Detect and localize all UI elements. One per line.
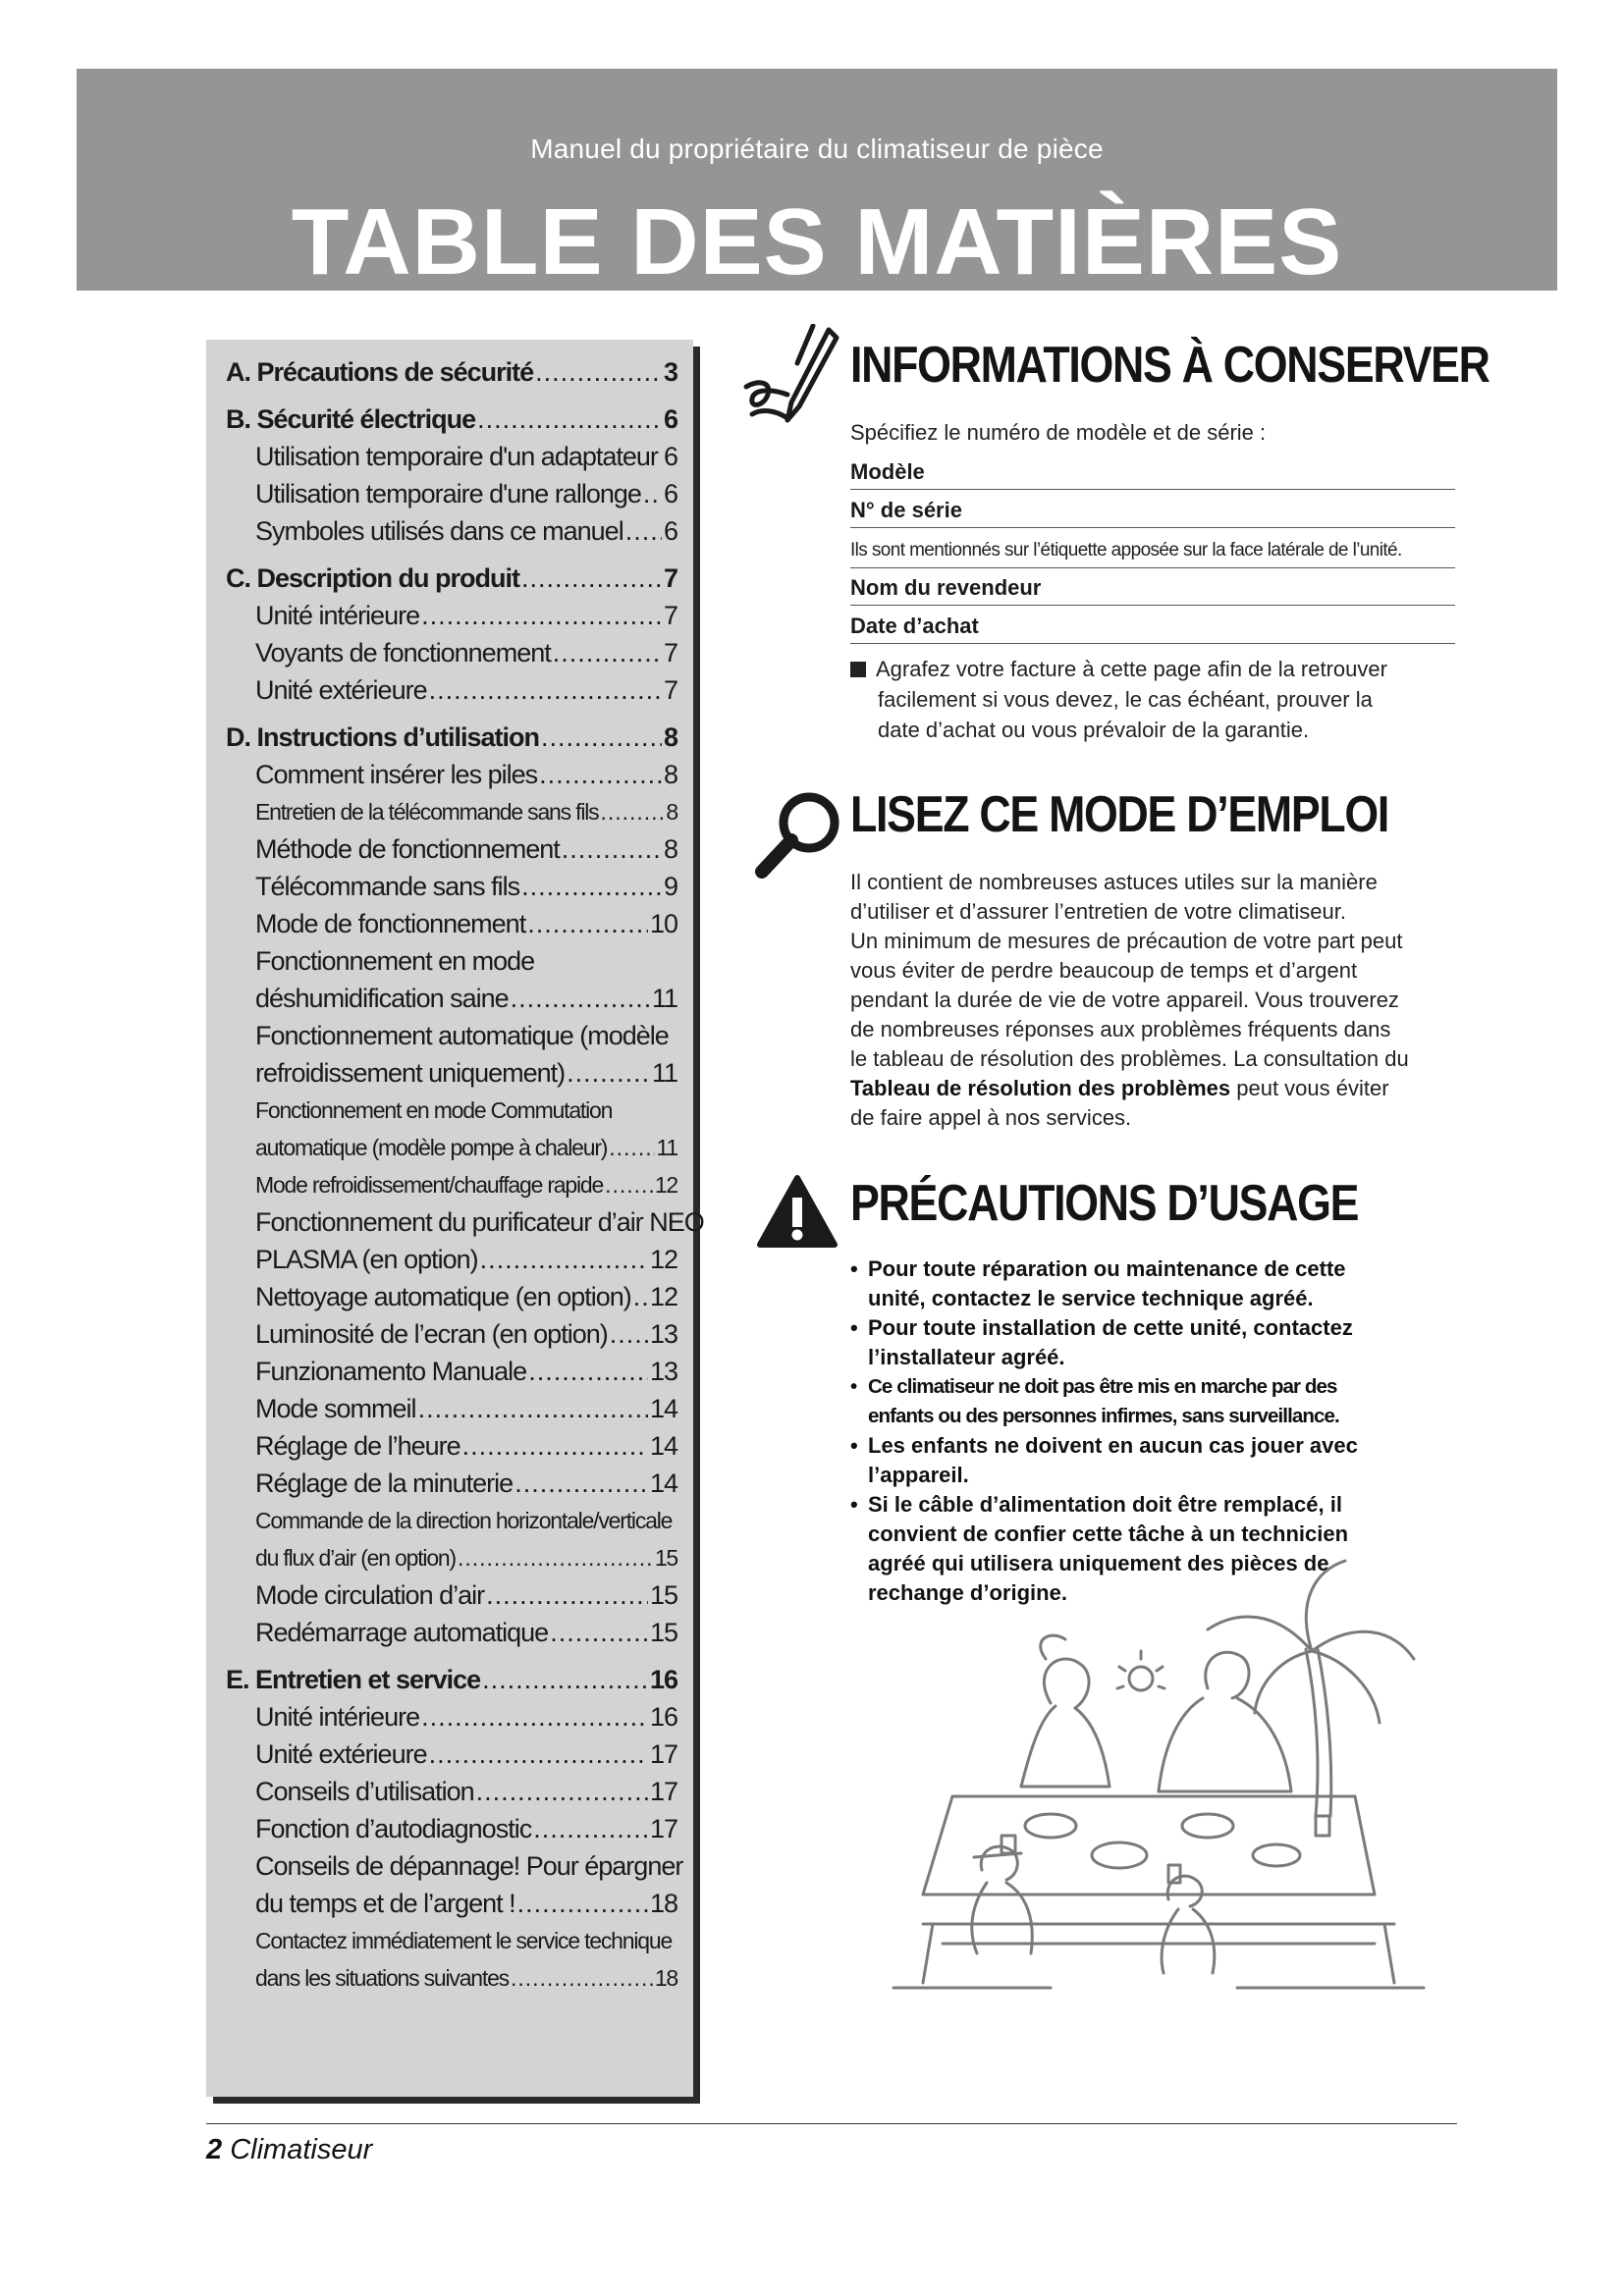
- toc-entry-label: Unité extérieure: [255, 1739, 427, 1769]
- toc-page-number: 13: [649, 1357, 677, 1386]
- info-intro: Spécifiez le numéro de modèle et de série :: [850, 420, 1267, 445]
- dot-leader: [458, 1539, 653, 1576]
- toc-entry[interactable]: [226, 1773, 677, 1810]
- toc-entry[interactable]: [226, 1241, 677, 1278]
- toc-entry[interactable]: [226, 942, 677, 980]
- toc-page-number: 14: [649, 1431, 677, 1461]
- dot-leader: [550, 1614, 648, 1651]
- page-number: 2: [206, 2134, 223, 2165]
- toc-entry-label: Méthode de fonctionnement: [255, 834, 560, 864]
- toc-entry[interactable]: [226, 1427, 677, 1465]
- toc-entry[interactable]: [226, 1465, 677, 1502]
- toc-entry[interactable]: [226, 512, 677, 550]
- dealer-field[interactable]: [850, 571, 1455, 606]
- dealer-label: Nom du revendeur: [850, 575, 1042, 600]
- toc-entry[interactable]: [226, 1203, 704, 1241]
- toc-page-number: 8: [663, 760, 677, 789]
- toc-list: [226, 353, 704, 1997]
- toc-page-number: 11: [651, 1058, 677, 1088]
- label-location-note: Ils sont mentionnés sur l’étiquette apposée sur la face latérale de l’unité.: [850, 540, 1402, 561]
- toc-entry[interactable]: [226, 1390, 677, 1427]
- toc-page-number: 10: [649, 909, 677, 938]
- list-item: • Pour toute réparation ou maintenance de cette unité, contactez le service technique agréé.: [850, 1255, 1465, 1313]
- dot-leader: [421, 1698, 648, 1735]
- toc-page-number: 15: [654, 1545, 677, 1571]
- dot-leader: [541, 719, 662, 756]
- toc-entry[interactable]: [226, 1959, 677, 1997]
- toc-page-number: 12: [649, 1245, 677, 1274]
- dot-leader: [486, 1576, 648, 1614]
- toc-entry-label: Mode sommeil: [255, 1394, 416, 1423]
- dot-leader: [605, 1166, 653, 1203]
- toc-entry[interactable]: [226, 1315, 677, 1353]
- toc-entry[interactable]: [226, 671, 677, 709]
- list-item: • Si le câble d’alimentation doit être remplacé, il convient de confier cette tâche à un technicien agréé qui utilisera uniquement des pièces de rechange d’origine.: [850, 1490, 1465, 1608]
- model-field[interactable]: [850, 455, 1455, 490]
- family-picnic-illustration: [884, 1541, 1434, 2002]
- toc-entry[interactable]: [226, 905, 677, 942]
- toc-entry-label: déshumidification saine: [255, 984, 509, 1013]
- pen-writing-icon: [742, 324, 846, 432]
- toc-page-number: 12: [654, 1172, 677, 1198]
- dot-leader: [533, 1810, 648, 1847]
- table-of-contents: [206, 340, 704, 2097]
- toc-entry[interactable]: [226, 1698, 677, 1735]
- toc-page-number: 6: [663, 516, 677, 546]
- toc-entry-label: E. Entretien et service: [226, 1665, 481, 1694]
- toc-entry-label: Unité intérieure: [255, 1702, 420, 1732]
- header-banner: [77, 69, 1557, 294]
- dot-leader: [610, 1315, 648, 1353]
- dot-leader: [633, 1278, 648, 1315]
- toc-entry-label: Voyants de fonctionnement: [255, 638, 551, 667]
- dot-leader: [511, 980, 650, 1017]
- toc-page-number: 11: [656, 1135, 677, 1160]
- dot-leader: [528, 1353, 648, 1390]
- toc-entry-label: Utilisation temporaire d'un adaptateur: [255, 442, 658, 471]
- warning-triangle-icon: [756, 1174, 839, 1251]
- model-label: Modèle: [850, 459, 925, 484]
- toc-entry[interactable]: [226, 793, 677, 830]
- toc-entry-label: Fonction d’autodiagnostic: [255, 1814, 532, 1843]
- dot-leader: [660, 438, 662, 475]
- dot-leader: [511, 1959, 653, 1997]
- list-item: • Les enfants ne doivent en aucun cas jouer avec l’appareil.: [850, 1431, 1465, 1490]
- toc-entry-label: Réglage de la minuterie: [255, 1468, 514, 1498]
- toc-entry-label: Redémarrage automatique: [255, 1618, 549, 1647]
- toc-entry-label: Funzionamento Manuale: [255, 1357, 527, 1386]
- toc-page-number: 7: [663, 675, 677, 705]
- dot-leader: [480, 1241, 648, 1278]
- divider: [850, 567, 1455, 568]
- dot-leader: [476, 1773, 648, 1810]
- toc-entry[interactable]: [226, 1614, 677, 1651]
- toc-page-number: 14: [649, 1394, 677, 1423]
- dot-leader: [521, 868, 662, 905]
- troubleshooting-table-ref: Tableau de résolution des problèmes: [850, 1076, 1231, 1100]
- toc-entry-label: du temps et de l’argent !: [255, 1889, 515, 1918]
- dot-leader: [609, 1129, 654, 1166]
- toc-entry-label: A. Précautions de sécurité: [226, 357, 534, 387]
- purchase-date-label: Date d’achat: [850, 614, 979, 638]
- toc-page-number: 16: [649, 1665, 677, 1694]
- toc-entry-label: Conseils de dépannage! Pour épargner: [255, 1851, 683, 1881]
- toc-page-number: 18: [649, 1889, 677, 1918]
- toc-page-number: 8: [663, 722, 677, 752]
- toc-entry[interactable]: [226, 1735, 677, 1773]
- staple-note: Agrafez votre facture à cette page afin de la retrouver facilement si vous devez, le cas échéant, prouver la date d’achat ou vous prévaloir de la garantie.: [850, 654, 1469, 745]
- dot-leader: [514, 1465, 648, 1502]
- toc-entry[interactable]: [226, 1278, 677, 1315]
- serial-field[interactable]: [850, 494, 1455, 528]
- dot-leader: [429, 671, 662, 709]
- dot-leader: [600, 793, 664, 830]
- dot-leader: [643, 475, 662, 512]
- toc-entry-label: B. Sécurité électrique: [226, 404, 476, 434]
- toc-entry-label: Réglage de l’heure: [255, 1431, 460, 1461]
- toc-section[interactable]: [226, 719, 677, 756]
- toc-entry[interactable]: [226, 1885, 677, 1922]
- toc-page-number: 3: [663, 357, 677, 387]
- toc-page-number: 6: [663, 404, 677, 434]
- info-heading: INFORMATIONS À CONSERVER: [850, 337, 1489, 394]
- dot-leader: [535, 353, 662, 391]
- dot-leader: [429, 1735, 648, 1773]
- toc-entry-label: Fonctionnement en mode: [255, 946, 535, 976]
- dot-leader: [521, 560, 662, 597]
- toc-entry-label: Nettoyage automatique (en option): [255, 1282, 631, 1311]
- toc-entry-label: Fonctionnement automatique (modèle: [255, 1021, 669, 1050]
- toc-page-number: 7: [663, 638, 677, 667]
- list-item: • Ce climatiseur ne doit pas être mis en marche par des enfants ou des personnes infirmes, sans surveillance.: [850, 1372, 1465, 1431]
- toc-entry[interactable]: [226, 1092, 677, 1129]
- toc-entry[interactable]: [226, 1166, 677, 1203]
- dot-leader: [539, 756, 662, 793]
- manual-subtitle: Manuel du propriétaire du climatiseur de pièce: [530, 133, 1104, 164]
- toc-entry[interactable]: [226, 830, 677, 868]
- dot-leader: [625, 512, 662, 550]
- toc-page-number: 11: [651, 984, 677, 1013]
- toc-section[interactable]: [226, 353, 677, 391]
- toc-page-number: 7: [663, 601, 677, 630]
- serial-label: N° de série: [850, 498, 962, 522]
- toc-entry[interactable]: [226, 1129, 677, 1166]
- toc-entry[interactable]: [226, 1353, 677, 1390]
- toc-page-number: 15: [649, 1580, 677, 1610]
- usage-heading: PRÉCAUTIONS D’USAGE: [850, 1175, 1359, 1232]
- toc-entry[interactable]: [226, 634, 677, 671]
- dot-leader: [567, 1054, 650, 1092]
- toc-entry[interactable]: [226, 1810, 677, 1847]
- toc-entry[interactable]: [226, 438, 677, 475]
- toc-entry-label: Entretien de la télécommande sans fils: [255, 799, 599, 825]
- toc-page-number: 18: [654, 1965, 677, 1991]
- page-footer: [206, 2134, 372, 2166]
- toc-entry-label: C. Description du produit: [226, 563, 519, 593]
- footer-divider: [206, 2123, 1457, 2124]
- toc-page-number: 8: [663, 834, 677, 864]
- toc-entry-label: Comment insérer les piles: [255, 760, 538, 789]
- read-heading: LISEZ CE MODE D’EMPLOI: [850, 786, 1389, 843]
- toc-section[interactable]: [226, 560, 677, 597]
- toc-entry-label: Fonctionnement en mode Commutation: [255, 1097, 613, 1123]
- toc-entry-label: refroidissement uniquement): [255, 1058, 566, 1088]
- magnifier-icon: [752, 785, 846, 883]
- toc-section[interactable]: [226, 1661, 677, 1698]
- toc-entry[interactable]: [226, 1017, 677, 1054]
- dot-leader: [527, 905, 648, 942]
- toc-entry-label: automatique (modèle pompe à chaleur): [255, 1135, 608, 1160]
- toc-entry-label: Conseils d’utilisation: [255, 1777, 474, 1806]
- toc-entry-label: Télécommande sans fils: [255, 872, 520, 901]
- toc-page-number: 17: [649, 1739, 677, 1769]
- toc-entry-label: Utilisation temporaire d'une rallonge: [255, 479, 641, 508]
- toc-page-number: 15: [649, 1618, 677, 1647]
- toc-page-number: 16: [649, 1702, 677, 1732]
- read-body: Il contient de nombreuses astuces utiles sur la manière d’utiliser et d’assurer l’entretien de votre climatiseur. Un minimum de mesures de précaution de votre part peut vous éviter de perdre beaucoup de temps et d’argent pendant la durée de vie de votre appareil. Vous trouverez de nombreuses réponses aux problèmes fréquents dans le tableau de résolution des problèmes. La consultation du Tableau de résolution des problèmes peut vous éviter de faire appel à nos services.: [850, 870, 1409, 1130]
- footer-title: Climatiseur: [230, 2134, 373, 2165]
- toc-entry[interactable]: [226, 1847, 683, 1885]
- toc-section[interactable]: [226, 400, 677, 438]
- toc-entry[interactable]: [226, 475, 677, 512]
- toc-entry[interactable]: [226, 597, 677, 634]
- toc-entry[interactable]: [226, 1502, 677, 1539]
- toc-entry-label: dans les situations suivantes: [255, 1965, 509, 1991]
- toc-entry-label: Mode refroidissement/chauffage rapide: [255, 1172, 604, 1198]
- dot-leader: [462, 1427, 648, 1465]
- toc-page-number: 12: [649, 1282, 677, 1311]
- toc-entry-label: Contactez immédiatement le service technique: [255, 1928, 673, 1953]
- toc-entry-label: Luminosité de l’ecran (en option): [255, 1319, 608, 1349]
- toc-entry-label: D. Instructions d’utilisation: [226, 722, 540, 752]
- toc-page-number: 8: [666, 799, 677, 825]
- toc-entry-label: Mode de fonctionnement: [255, 909, 526, 938]
- toc-page-number: 6: [663, 479, 677, 508]
- toc-entry-label: du flux d’air (en option): [255, 1545, 456, 1571]
- toc-entry-label: Commande de la direction horizontale/verticale: [255, 1508, 673, 1533]
- toc-entry-label: Symboles utilisés dans ce manuel: [255, 516, 623, 546]
- toc-page-number: 9: [663, 872, 677, 901]
- toc-entry[interactable]: [226, 1539, 677, 1576]
- toc-entry-label: Fonctionnement du purificateur d’air NEO: [255, 1207, 704, 1237]
- toc-entry-label: PLASMA (en option): [255, 1245, 478, 1274]
- toc-page-number: 17: [649, 1814, 677, 1843]
- toc-entry[interactable]: [226, 868, 677, 905]
- dot-leader: [477, 400, 662, 438]
- toc-entry-label: Unité extérieure: [255, 675, 427, 705]
- dot-leader: [482, 1661, 648, 1698]
- toc-entry[interactable]: [226, 1576, 677, 1614]
- dot-leader: [562, 830, 662, 868]
- toc-entry[interactable]: [226, 756, 677, 793]
- toc-entry[interactable]: [226, 1054, 677, 1092]
- dot-leader: [418, 1390, 648, 1427]
- list-item: • Pour toute installation de cette unité, contactez l’installateur agréé.: [850, 1313, 1465, 1372]
- toc-page-number: 7: [663, 563, 677, 593]
- dot-leader: [553, 634, 662, 671]
- toc-entry-label: Unité intérieure: [255, 601, 420, 630]
- toc-page-number: 13: [649, 1319, 677, 1349]
- toc-entry[interactable]: [226, 1922, 677, 1959]
- toc-entry[interactable]: [226, 980, 677, 1017]
- toc-page-number: 17: [649, 1777, 677, 1806]
- page-title: TABLE DES MATIÈRES: [291, 189, 1343, 294]
- toc-entry-label: Mode circulation d’air: [255, 1580, 485, 1610]
- toc-page-number: 14: [649, 1468, 677, 1498]
- dot-leader: [517, 1885, 648, 1922]
- purchase-date-field[interactable]: [850, 610, 1455, 644]
- square-bullet-icon: [850, 662, 866, 677]
- toc-page-number: 6: [663, 442, 677, 471]
- dot-leader: [421, 597, 662, 634]
